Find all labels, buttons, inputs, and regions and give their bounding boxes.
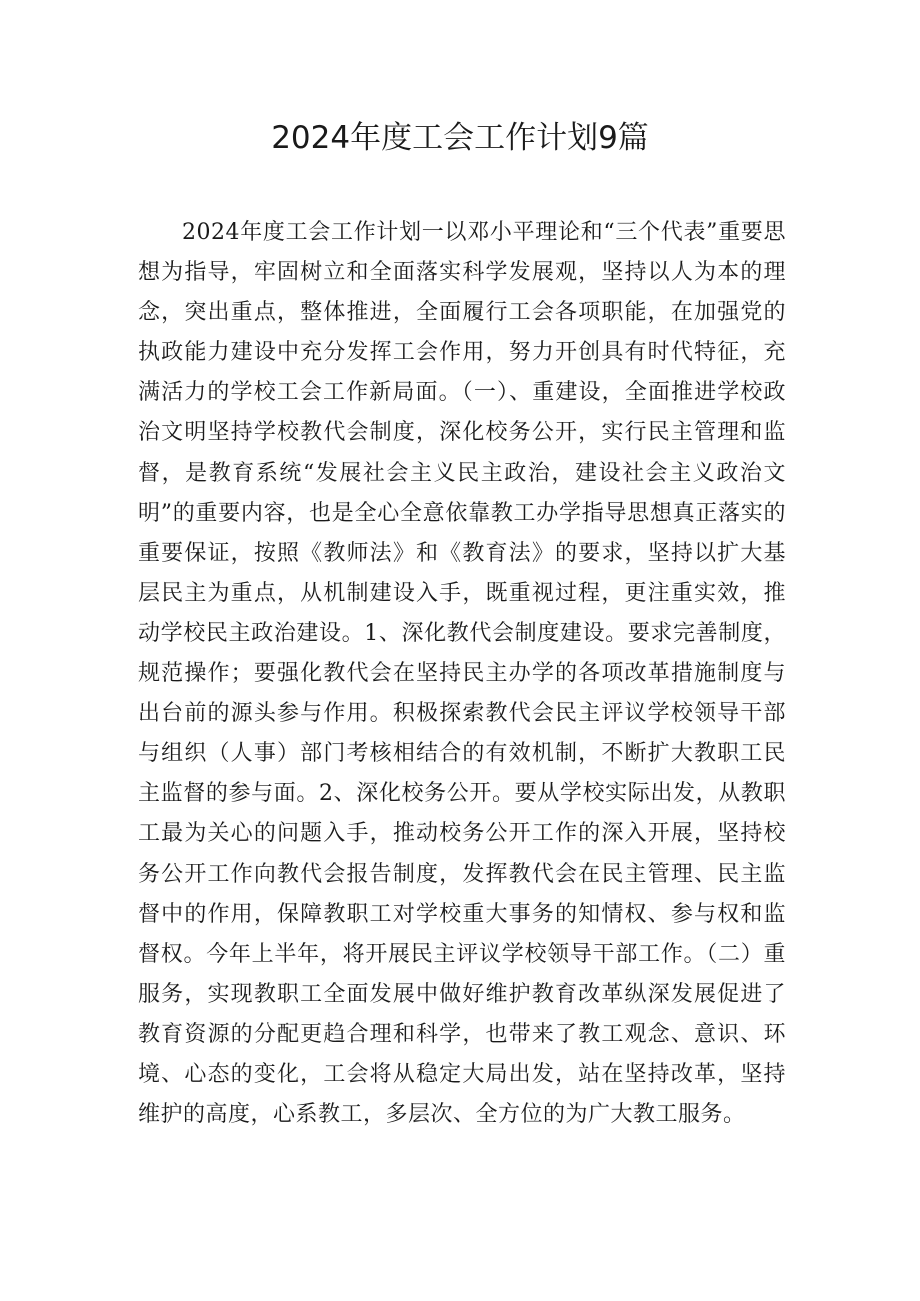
- document-body-paragraph: 2024年度工会工作计划一以邓小平理论和“三个代表”重要思想为指导，牢固树立和全面落实科学发展观，坚持以人为本的理念，突出重点，整体推进，全面履行工会各项职能，在加强党的执政能力建设中充分发挥工会作用，努力开创具有时代特征，充满活力的学校工会工作新局面。（一）、重建设，全面推进学校政治文明坚持学校教代会制度，深化校务公开，实行民主管理和监督，是教育系统“发展社会主义民主政治，建设社会主义政治文明”的重要内容，也是全心全意依靠教工办学指导思想真正落实的重要保证，按照《教师法》和《教育法》的要求，坚持以扩大基层民主为重点，从机制建设入手，既重视过程，更注重实效，推动学校民主政治建设。1、深化教代会制度建设。要求完善制度，规范操作；要强化教代会在坚持民主办学的各项改革措施制度与出台前的源头参与作用。积极探索教代会民主评议学校领导干部与组织（人事）部门考核相结合的有效机制，不断扩大教职工民主监督的参与面。2、深化校务公开。要从学校实际出发，从教职工最为关心的问题入手，推动校务公开工作的深入开展，坚持校务公开工作向教代会报告制度，发挥教代会在民主管理、民主监督中的作用，保障教职工对学校重大事务的知情权、参与权和监督权。今年上半年，将开展民主评议学校领导干部工作。（二）重服务，实现教职工全面发展中做好维护教育改革纵深发展促进了教育资源的分配更趋合理和科学，也带来了教工观念、意识、环境、心态的变化，工会将从稳定大局出发，站在坚持改革，坚持维护的高度，心系教工，多层次、全方位的为广大教工服务。: [138, 220, 786, 1128]
- document-title: 2024年度工会工作计划9篇: [271, 120, 649, 156]
